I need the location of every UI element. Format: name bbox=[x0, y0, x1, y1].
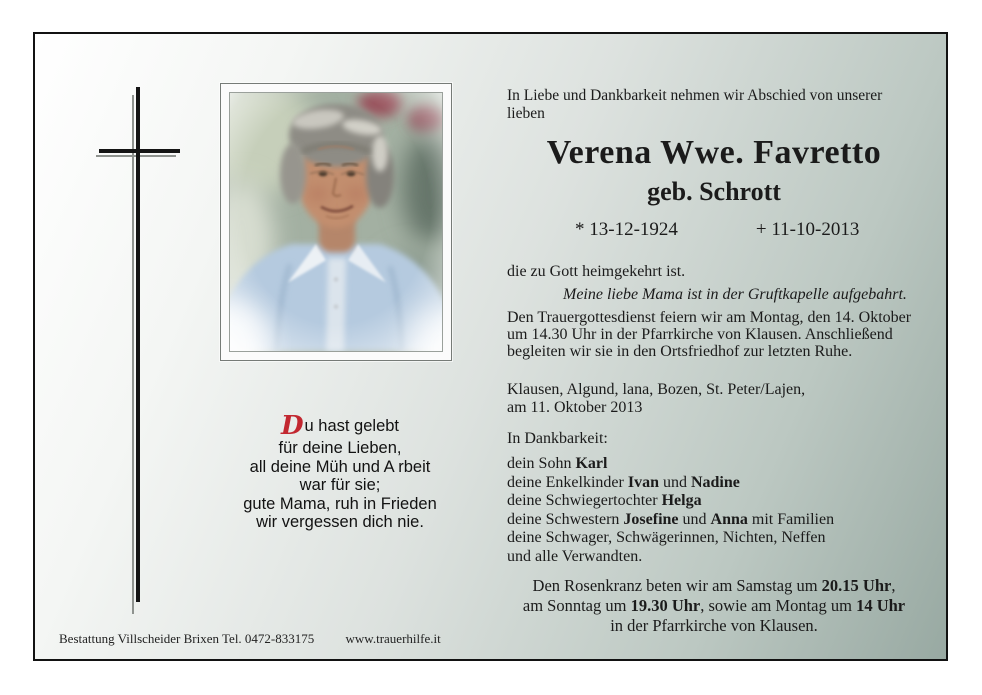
relative-text: und bbox=[658, 473, 691, 491]
memorial-card bbox=[33, 32, 948, 661]
relatives-line-4 bbox=[507, 511, 921, 530]
relative-text: und bbox=[678, 510, 711, 528]
relative-name: Nadine bbox=[690, 473, 740, 491]
rosary-line-1 bbox=[507, 576, 921, 596]
funeral-home-info: Bestattung Villscheider Brixen Tel. 0472-833175 bbox=[59, 631, 315, 646]
laid-out-line: Meine liebe Mama ist in der Gruftkapelle aufgebahrt. bbox=[563, 286, 907, 303]
birth-date: * 13-12-1924 bbox=[575, 219, 678, 240]
poem-line-6: wir vergessen dich nie. bbox=[256, 513, 424, 531]
poem-line-1-text: u hast gelebt bbox=[304, 417, 400, 435]
rosary-line-3: in der Pfarrkirche von Klausen. bbox=[610, 615, 818, 635]
cross-shadow-vertical bbox=[132, 95, 134, 614]
relative-text: und alle Verwandten. bbox=[507, 547, 643, 565]
rosary-time: 20.15 Uhr bbox=[821, 576, 892, 595]
rosary-time: 19.30 Uhr bbox=[630, 595, 701, 615]
poem-line-2: für deine Lieben, bbox=[278, 439, 402, 457]
relatives-list bbox=[507, 455, 921, 566]
relatives-line-1 bbox=[507, 455, 921, 474]
relatives-line-3 bbox=[507, 492, 921, 511]
relatives-line-5 bbox=[507, 529, 921, 548]
cross-horizontal-bar bbox=[99, 149, 180, 153]
portrait-photo-frame bbox=[220, 83, 452, 361]
date-line: am 11. Oktober 2013 bbox=[507, 398, 643, 416]
relative-text: mit Familien bbox=[747, 510, 835, 528]
relative-text: deine Enkelkinder bbox=[507, 473, 628, 491]
portrait-photo bbox=[229, 92, 443, 352]
places-block bbox=[507, 381, 921, 416]
service-line-2: um 14.30 Uhr in der Pfarrkirche von Klausen. Anschließend bbox=[507, 325, 893, 343]
relatives-line-2 bbox=[507, 474, 921, 493]
rosary-text: Den Rosenkranz beten wir am Samstag um bbox=[532, 576, 822, 595]
homecoming-line: die zu Gott heimgekehrt ist. bbox=[507, 263, 686, 280]
relative-name: Anna bbox=[710, 510, 748, 528]
service-line-3: begleiten wir sie in den Ortsfriedhof zur letzten Ruhe. bbox=[507, 342, 853, 360]
poem-line-1 bbox=[210, 413, 470, 439]
relative-text: deine Schwiegertochter bbox=[507, 492, 662, 509]
rosary-text: , bbox=[891, 576, 896, 595]
rosary-time: 14 Uhr bbox=[856, 595, 906, 615]
relative-text: deine Schwestern bbox=[507, 510, 624, 528]
footer bbox=[59, 631, 441, 647]
relatives-line-6 bbox=[507, 548, 921, 567]
service-paragraph bbox=[507, 310, 921, 360]
cross-vertical-bar bbox=[136, 87, 140, 602]
website-link: www.trauerhilfe.it bbox=[345, 631, 441, 646]
service-line-1: Den Trauergottesdienst feiern wir am Montag, den 14. Oktober bbox=[507, 309, 912, 326]
rosary-text: am Sonntag um bbox=[522, 595, 631, 615]
relative-text: deine Schwager, Schwägerinnen, Nichten, Neffen bbox=[507, 529, 826, 546]
poem-line-4: war für sie; bbox=[299, 476, 381, 494]
death-date: + 11-10-2013 bbox=[755, 219, 860, 240]
relative-name: Josefine bbox=[623, 510, 679, 528]
intro-line: In Liebe und Dankbarkeit nehmen wir Abschied von unserer lieben bbox=[507, 87, 883, 122]
places-line: Klausen, Algund, lana, Bozen, St. Peter/Lajen, bbox=[507, 381, 806, 398]
poem-drop-cap: D bbox=[280, 411, 304, 441]
relative-text: dein Sohn bbox=[507, 455, 576, 472]
rosary-text: , sowie am Montag um bbox=[700, 595, 857, 615]
maiden-name: geb. Schrott bbox=[647, 177, 781, 206]
memorial-poem bbox=[210, 413, 470, 532]
relative-name: Karl bbox=[575, 455, 608, 472]
life-dates bbox=[507, 219, 921, 241]
poem-line-3: all deine Müh und A rbeit bbox=[249, 457, 431, 476]
rosary-block bbox=[507, 576, 921, 635]
deceased-name: Verena Wwe. Favretto bbox=[546, 134, 882, 171]
relative-name: Helga bbox=[661, 492, 702, 509]
poem-line-5: gute Mama, ruh in Frieden bbox=[243, 494, 437, 513]
rosary-line-2 bbox=[507, 596, 921, 616]
gratitude-heading: In Dankbarkeit: bbox=[507, 430, 608, 447]
relative-name: Ivan bbox=[627, 473, 659, 491]
portrait-illustration bbox=[230, 93, 442, 351]
